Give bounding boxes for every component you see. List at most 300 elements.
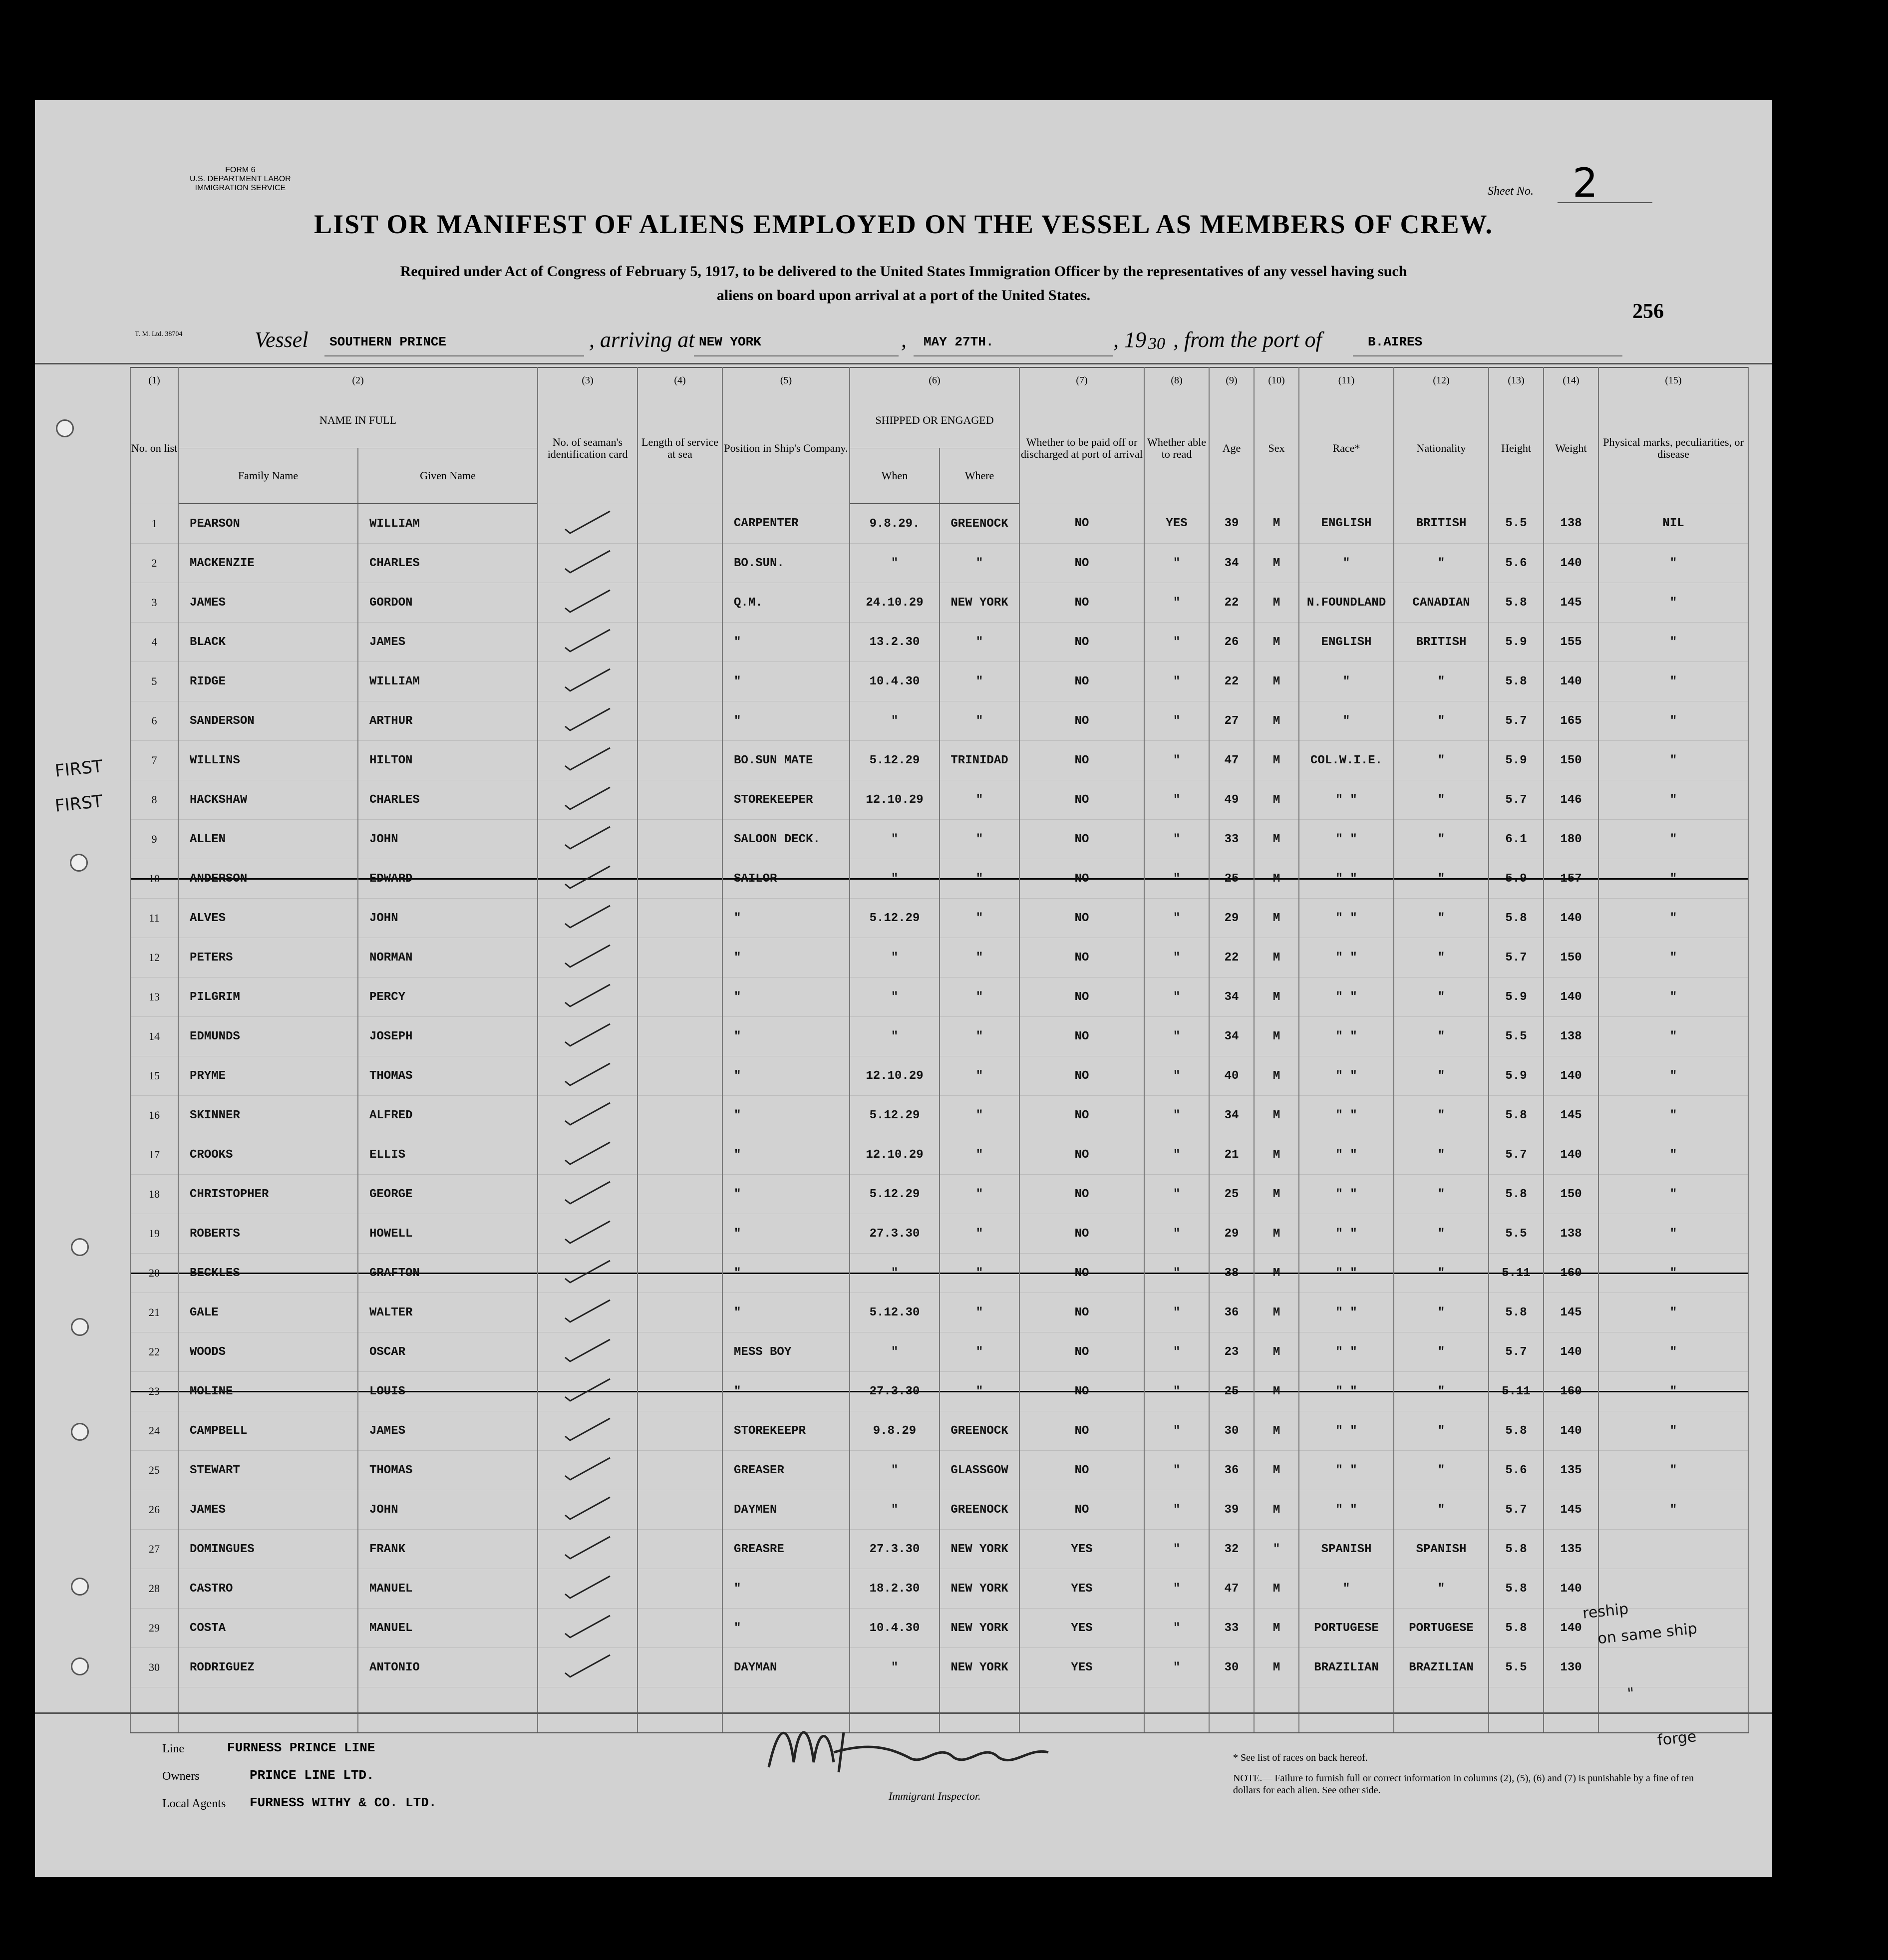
position: GREASER xyxy=(722,1451,850,1490)
check-mark-icon xyxy=(560,904,615,929)
blank-cell xyxy=(1299,1687,1394,1733)
nationality: " xyxy=(1394,662,1489,701)
age: 33 xyxy=(1209,820,1254,859)
check-mark-icon xyxy=(560,549,615,574)
race: " " xyxy=(1299,1175,1394,1214)
age: 34 xyxy=(1209,978,1254,1017)
col-num-5: (5) xyxy=(722,367,850,393)
shipped-where: " xyxy=(940,978,1019,1017)
header-paid-off: Whether to be paid off or discharged at port of arrival xyxy=(1019,393,1144,504)
age: 34 xyxy=(1209,544,1254,583)
check-mark-icon xyxy=(560,1298,615,1323)
able-to-read: " xyxy=(1144,1096,1209,1135)
physical-marks: " xyxy=(1598,978,1748,1017)
crew-row xyxy=(130,1214,1748,1254)
header-id-card: No. of seaman's identification card xyxy=(538,393,637,504)
length-of-service xyxy=(637,583,722,623)
physical-marks: " xyxy=(1598,544,1748,583)
nationality: " xyxy=(1394,820,1489,859)
row-number: 3 xyxy=(130,583,178,623)
paid-off: YES xyxy=(1019,1609,1144,1648)
height: 5.5 xyxy=(1489,1648,1544,1687)
age: 47 xyxy=(1209,741,1254,780)
arriving-label: , arriving at xyxy=(589,327,695,352)
length-of-service xyxy=(637,701,722,741)
weight: 138 xyxy=(1544,1214,1598,1254)
height: 5.9 xyxy=(1489,741,1544,780)
shipped-where: " xyxy=(940,662,1019,701)
position: MESS BOY xyxy=(722,1332,850,1372)
check-mark-icon xyxy=(560,982,615,1007)
able-to-read: " xyxy=(1144,1451,1209,1490)
id-card-check xyxy=(538,1490,637,1530)
sex: M xyxy=(1254,1056,1299,1096)
weight: 140 xyxy=(1544,1135,1598,1175)
able-to-read: " xyxy=(1144,1214,1209,1254)
crew-row xyxy=(130,899,1748,938)
shipped-when: " xyxy=(850,1017,940,1056)
able-to-read: " xyxy=(1144,1175,1209,1214)
weight: 138 xyxy=(1544,504,1598,544)
vessel-name: SOUTHERN PRINCE xyxy=(329,334,447,349)
position: BO.SUN MATE xyxy=(722,741,850,780)
page-number: 256 xyxy=(1632,300,1664,323)
sex: M xyxy=(1254,583,1299,623)
sex: M xyxy=(1254,978,1299,1017)
length-of-service xyxy=(637,1569,722,1609)
shipped-when: 5.12.30 xyxy=(850,1293,940,1332)
length-of-service xyxy=(637,1096,722,1135)
check-mark-icon xyxy=(560,1219,615,1244)
row-number: 22 xyxy=(130,1332,178,1372)
agents-value: FURNESS WITHY & CO. LTD. xyxy=(250,1795,437,1810)
id-card-check xyxy=(538,859,637,899)
line-value: FURNESS PRINCE LINE xyxy=(227,1740,375,1755)
id-card-check xyxy=(538,583,637,623)
sex: M xyxy=(1254,1254,1299,1293)
position: STOREKEEPR xyxy=(722,1411,850,1451)
position: CARPENTER xyxy=(722,504,850,544)
weight: 140 xyxy=(1544,662,1598,701)
shipped-where: " xyxy=(940,938,1019,978)
row-number: 17 xyxy=(130,1135,178,1175)
check-mark-icon xyxy=(560,1180,615,1205)
check-mark-icon xyxy=(560,1653,615,1678)
family-name: MACKENZIE xyxy=(178,544,358,583)
position: SALOON DECK. xyxy=(722,820,850,859)
check-mark-icon xyxy=(560,864,615,889)
paid-off: NO xyxy=(1019,1017,1144,1056)
height: 5.8 xyxy=(1489,899,1544,938)
header-weight: Weight xyxy=(1544,393,1598,504)
shipped-when: " xyxy=(850,1648,940,1687)
family-name: RIDGE xyxy=(178,662,358,701)
crew-row xyxy=(130,741,1748,780)
row-number: 18 xyxy=(130,1175,178,1214)
id-card-check xyxy=(538,780,637,820)
col-num-6: (6) xyxy=(850,367,1019,393)
crew-row xyxy=(130,938,1748,978)
sheet-number-label: Sheet No. xyxy=(1488,185,1534,198)
paid-off: NO xyxy=(1019,583,1144,623)
position: " xyxy=(722,1609,850,1648)
row-number: 20 xyxy=(130,1254,178,1293)
given-name: JOHN xyxy=(358,820,538,859)
given-name: ALFRED xyxy=(358,1096,538,1135)
able-to-read: " xyxy=(1144,1056,1209,1096)
height: 5.8 xyxy=(1489,1175,1544,1214)
physical-marks: " xyxy=(1598,701,1748,741)
check-mark-icon xyxy=(560,1535,615,1560)
family-name: ANDERSON xyxy=(178,859,358,899)
inspector-label: Immigrant Inspector. xyxy=(889,1790,981,1802)
col-num-9: (9) xyxy=(1209,367,1254,393)
check-mark-icon xyxy=(560,1416,615,1441)
able-to-read: " xyxy=(1144,859,1209,899)
sex: M xyxy=(1254,820,1299,859)
physical-marks: " xyxy=(1598,1254,1748,1293)
sex: M xyxy=(1254,1648,1299,1687)
blank-cell xyxy=(1489,1687,1544,1733)
age: 26 xyxy=(1209,623,1254,662)
punch-hole xyxy=(71,1318,89,1336)
given-name: CHARLES xyxy=(358,544,538,583)
race: " xyxy=(1299,701,1394,741)
able-to-read: " xyxy=(1144,1609,1209,1648)
weight: 135 xyxy=(1544,1530,1598,1569)
header-length-service: Length of service at sea xyxy=(637,393,722,504)
id-card-check xyxy=(538,1372,637,1411)
printer-mark: T. M. Ltd. 38704 xyxy=(135,330,183,338)
margin-note-first-2: FIRST xyxy=(54,791,104,816)
weight: 150 xyxy=(1544,1175,1598,1214)
id-card-check xyxy=(538,1609,637,1648)
col-num-3: (3) xyxy=(538,367,637,393)
shipped-where: GREENOCK xyxy=(940,1411,1019,1451)
physical-marks: NIL xyxy=(1598,504,1748,544)
crew-row xyxy=(130,859,1748,899)
paid-off: NO xyxy=(1019,623,1144,662)
family-name: WOODS xyxy=(178,1332,358,1372)
shipped-when: 24.10.29 xyxy=(850,583,940,623)
row-number: 21 xyxy=(130,1293,178,1332)
blank-cell xyxy=(1394,1687,1489,1733)
race: " " xyxy=(1299,978,1394,1017)
id-card-check xyxy=(538,504,637,544)
age: 27 xyxy=(1209,701,1254,741)
length-of-service xyxy=(637,544,722,583)
family-name: JAMES xyxy=(178,1490,358,1530)
age: 22 xyxy=(1209,662,1254,701)
physical-marks: " xyxy=(1598,1175,1748,1214)
position: " xyxy=(722,701,850,741)
shipped-when: 10.4.30 xyxy=(850,662,940,701)
sex: M xyxy=(1254,1490,1299,1530)
weight: 145 xyxy=(1544,583,1598,623)
shipped-where: " xyxy=(940,1372,1019,1411)
family-name: CASTRO xyxy=(178,1569,358,1609)
check-mark-icon xyxy=(560,1495,615,1520)
age: 29 xyxy=(1209,899,1254,938)
position: SAILOR xyxy=(722,859,850,899)
shipped-where: GLASSGOW xyxy=(940,1451,1019,1490)
length-of-service xyxy=(637,1135,722,1175)
length-of-service xyxy=(637,1056,722,1096)
able-to-read: " xyxy=(1144,780,1209,820)
physical-marks: " xyxy=(1598,1056,1748,1096)
col-num-11: (11) xyxy=(1299,367,1394,393)
race: " " xyxy=(1299,1490,1394,1530)
column-number-row xyxy=(130,367,1748,393)
id-card-check xyxy=(538,1254,637,1293)
able-to-read: " xyxy=(1144,1530,1209,1569)
nationality: " xyxy=(1394,1293,1489,1332)
shipped-when: 12.10.29 xyxy=(850,780,940,820)
shipped-where: " xyxy=(940,544,1019,583)
vessel-underline xyxy=(324,354,584,356)
age: 38 xyxy=(1209,1254,1254,1293)
check-mark-icon xyxy=(560,1061,615,1086)
stamp-form: FORM 6 xyxy=(225,166,256,174)
physical-marks: " xyxy=(1598,1135,1748,1175)
shipped-where: NEW YORK xyxy=(940,583,1019,623)
length-of-service xyxy=(637,1451,722,1490)
race: " " xyxy=(1299,1332,1394,1372)
margin-note-first-1: FIRST xyxy=(54,756,104,781)
position: DAYMAN xyxy=(722,1648,850,1687)
shipped-where: " xyxy=(940,1332,1019,1372)
weight: 180 xyxy=(1544,820,1598,859)
given-name: THOMAS xyxy=(358,1451,538,1490)
family-name: HACKSHAW xyxy=(178,780,358,820)
race: N.FOUNDLAND xyxy=(1299,583,1394,623)
race: " " xyxy=(1299,1372,1394,1411)
weight: 145 xyxy=(1544,1293,1598,1332)
shipped-when: 9.8.29. xyxy=(850,504,940,544)
family-name: PRYME xyxy=(178,1056,358,1096)
check-mark-icon xyxy=(560,943,615,968)
id-card-check xyxy=(538,1648,637,1687)
weight: 140 xyxy=(1544,1056,1598,1096)
nationality: " xyxy=(1394,1451,1489,1490)
shipped-where: " xyxy=(940,701,1019,741)
family-name: CAMPBELL xyxy=(178,1411,358,1451)
paid-off: NO xyxy=(1019,1411,1144,1451)
crew-row xyxy=(130,1609,1748,1648)
row-number: 11 xyxy=(130,899,178,938)
nationality: " xyxy=(1394,1411,1489,1451)
punch-hole xyxy=(71,1657,89,1675)
crew-row xyxy=(130,623,1748,662)
race: " " xyxy=(1299,1214,1394,1254)
age: 40 xyxy=(1209,1056,1254,1096)
family-name: BECKLES xyxy=(178,1254,358,1293)
height: 5.11 xyxy=(1489,1254,1544,1293)
height: 5.7 xyxy=(1489,701,1544,741)
crew-row xyxy=(130,1569,1748,1609)
physical-marks: " xyxy=(1598,1214,1748,1254)
paid-off: NO xyxy=(1019,1293,1144,1332)
length-of-service xyxy=(637,504,722,544)
height: 5.8 xyxy=(1489,1530,1544,1569)
able-to-read: " xyxy=(1144,1254,1209,1293)
sex: M xyxy=(1254,859,1299,899)
stamp-dept: U.S. DEPARTMENT LABOR xyxy=(190,175,291,183)
row-number: 24 xyxy=(130,1411,178,1451)
header-rule xyxy=(35,363,1772,364)
height: 5.5 xyxy=(1489,504,1544,544)
age: 21 xyxy=(1209,1135,1254,1175)
shipped-where: " xyxy=(940,859,1019,899)
nationality: PORTUGESE xyxy=(1394,1609,1489,1648)
height: 5.6 xyxy=(1489,1451,1544,1490)
id-card-check xyxy=(538,1451,637,1490)
paid-off: NO xyxy=(1019,859,1144,899)
shipped-when: 18.2.30 xyxy=(850,1569,940,1609)
given-name: GRAFTON xyxy=(358,1254,538,1293)
id-card-check xyxy=(538,899,637,938)
sex: M xyxy=(1254,741,1299,780)
length-of-service xyxy=(637,1293,722,1332)
weight: 130 xyxy=(1544,1648,1598,1687)
id-card-check xyxy=(538,1411,637,1451)
shipped-where: " xyxy=(940,1293,1019,1332)
height: 5.8 xyxy=(1489,583,1544,623)
nationality: " xyxy=(1394,1490,1489,1530)
race: ENGLISH xyxy=(1299,623,1394,662)
weight: 140 xyxy=(1544,1411,1598,1451)
punch-hole xyxy=(56,419,74,437)
physical-marks: " xyxy=(1598,1096,1748,1135)
position: " xyxy=(722,1175,850,1214)
physical-marks: " xyxy=(1598,623,1748,662)
row-number: 12 xyxy=(130,938,178,978)
physical-marks: " xyxy=(1598,583,1748,623)
race: " " xyxy=(1299,1096,1394,1135)
row-number: 4 xyxy=(130,623,178,662)
able-to-read: " xyxy=(1144,1332,1209,1372)
paid-off: NO xyxy=(1019,504,1144,544)
age: 29 xyxy=(1209,1214,1254,1254)
header-nationality: Nationality xyxy=(1394,393,1489,504)
paid-off: NO xyxy=(1019,820,1144,859)
age: 47 xyxy=(1209,1569,1254,1609)
punch-hole xyxy=(71,1578,89,1596)
owners-label: Owners xyxy=(162,1770,200,1783)
manifest-sheet xyxy=(35,100,1772,1877)
given-name: ANTONIO xyxy=(358,1648,538,1687)
race: " xyxy=(1299,1569,1394,1609)
subtitle-line-2: aliens on board upon arrival at a port of the United States. xyxy=(716,287,1091,304)
weight: 146 xyxy=(1544,780,1598,820)
given-name: CHARLES xyxy=(358,780,538,820)
id-card-check xyxy=(538,1530,637,1569)
given-name: ELLIS xyxy=(358,1135,538,1175)
shipped-where: GREENOCK xyxy=(940,504,1019,544)
age: 34 xyxy=(1209,1017,1254,1056)
id-card-check xyxy=(538,1332,637,1372)
shipped-where: " xyxy=(940,1214,1019,1254)
paid-off: NO xyxy=(1019,1096,1144,1135)
able-to-read: " xyxy=(1144,623,1209,662)
length-of-service xyxy=(637,859,722,899)
sex: M xyxy=(1254,780,1299,820)
family-name: ALVES xyxy=(178,899,358,938)
weight: 138 xyxy=(1544,1017,1598,1056)
sex: M xyxy=(1254,1569,1299,1609)
position: BO.SUN. xyxy=(722,544,850,583)
crew-row xyxy=(130,1096,1748,1135)
col-num-12: (12) xyxy=(1394,367,1489,393)
age: 25 xyxy=(1209,1175,1254,1214)
header-height: Height xyxy=(1489,393,1544,504)
weight: 140 xyxy=(1544,978,1598,1017)
physical-marks: " xyxy=(1598,1490,1748,1530)
length-of-service xyxy=(637,938,722,978)
able-to-read: " xyxy=(1144,1490,1209,1530)
blank-cell xyxy=(637,1687,722,1733)
height: 5.8 xyxy=(1489,1096,1544,1135)
shipped-where: GREENOCK xyxy=(940,1490,1019,1530)
able-to-read: YES xyxy=(1144,504,1209,544)
weight: 160 xyxy=(1544,1372,1598,1411)
position: " xyxy=(722,662,850,701)
row-number: 23 xyxy=(130,1372,178,1411)
column-header-row xyxy=(130,393,1748,448)
length-of-service xyxy=(637,1411,722,1451)
height: 5.11 xyxy=(1489,1372,1544,1411)
given-name: GEORGE xyxy=(358,1175,538,1214)
blank-cell xyxy=(130,1687,178,1733)
shipped-when: 5.12.29 xyxy=(850,899,940,938)
given-name: THOMAS xyxy=(358,1056,538,1096)
race: " xyxy=(1299,544,1394,583)
sex: M xyxy=(1254,938,1299,978)
age: 25 xyxy=(1209,1372,1254,1411)
given-name: JAMES xyxy=(358,623,538,662)
height: 5.8 xyxy=(1489,1609,1544,1648)
punch-hole xyxy=(71,1423,89,1441)
race: ENGLISH xyxy=(1299,504,1394,544)
able-to-read: " xyxy=(1144,938,1209,978)
check-mark-icon xyxy=(560,1022,615,1047)
shipped-when: " xyxy=(850,820,940,859)
subtitle-line-1: Required under Act of Congress of February 5, 1917, to be delivered to the United States Immigration Officer by the representatives of any vessel having such xyxy=(400,263,1407,280)
family-name: PILGRIM xyxy=(178,978,358,1017)
blank-cell xyxy=(1544,1687,1598,1733)
crew-row xyxy=(130,1056,1748,1096)
id-card-check xyxy=(538,1175,637,1214)
position: " xyxy=(722,1293,850,1332)
header-family-name: Family Name xyxy=(178,448,358,504)
position: " xyxy=(722,1254,850,1293)
shipped-where: " xyxy=(940,1056,1019,1096)
owners-value: PRINCE LINE LTD. xyxy=(250,1768,374,1783)
age: 49 xyxy=(1209,780,1254,820)
height: 5.5 xyxy=(1489,1017,1544,1056)
id-card-check xyxy=(538,623,637,662)
height: 5.9 xyxy=(1489,859,1544,899)
given-name: NORMAN xyxy=(358,938,538,978)
position: STOREKEEPER xyxy=(722,780,850,820)
from-label: , from the port of xyxy=(1173,327,1322,352)
given-name: GORDON xyxy=(358,583,538,623)
sex: M xyxy=(1254,1451,1299,1490)
weight: 140 xyxy=(1544,899,1598,938)
age: 33 xyxy=(1209,1609,1254,1648)
able-to-read: " xyxy=(1144,1017,1209,1056)
row-number: 9 xyxy=(130,820,178,859)
